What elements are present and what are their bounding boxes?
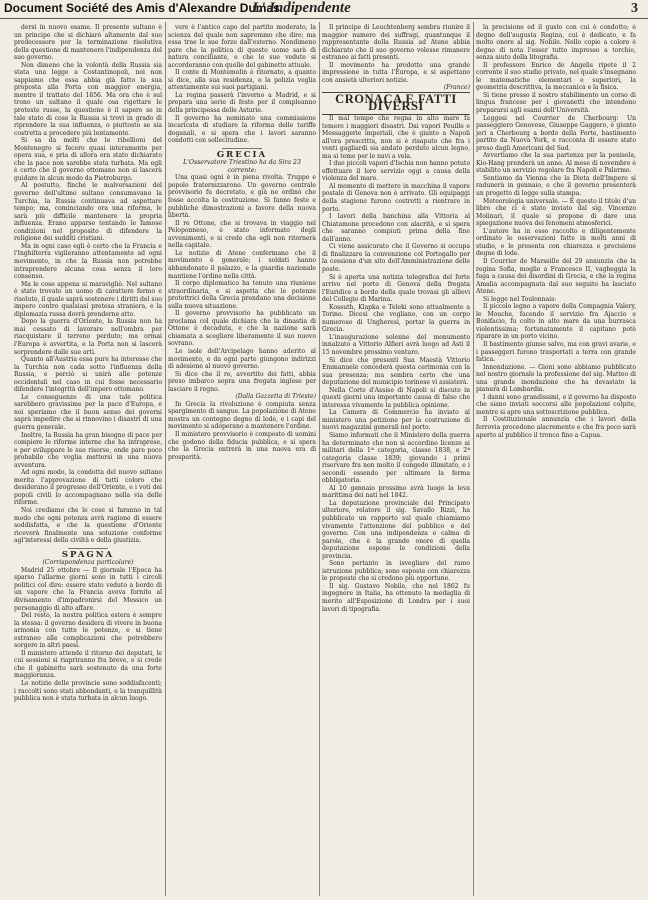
section-heading-spain: SPAGNA: [61, 549, 115, 560]
paragraph: Il professore Enrico de Angelis ripete il 2 corrente il suo studio privato, nel quale s'insegnano le matematiche elementari e superiori, la geometria descrittiva, la meccanica e la fisica.: [476, 61, 636, 92]
paragraph: Non dimeno che la volontà della Russia sia stata una legge a Costantinopoli, noi non sappiamo che essa abbia già fatto la sua proposta alla Porta con maggior energia, mentre il trattato del 1856. Ma ora che è sul trono un sultano il quale osa rigettare le proteste russe, la questione è il sapere se in tale stato di cose la Russia si trovi in grado di riprendere la sua influenza, o piuttosto se sia costretta a procedere più lentamente.: [14, 61, 162, 137]
header-rule: [0, 18, 648, 19]
separator: [222, 148, 262, 149]
paragraph: Siamo informati che il Ministero della guerra ha determinato che non si accordino licenze ai militari della 1ª categoria, classe 1838, e 2ª categoria classe 1839; giovando i primi riservare fra non molto il congedo illimitato, e i secondi essendo per ultimare la ferma obbligatoria.: [322, 431, 470, 485]
paragraph: Si è aperta una notizia telegrafica del forte arrivo nel porto di Genova della fregata l'Euridice a bordo della quale trovasi gli allievi del Collegio di Marina.: [322, 273, 470, 304]
paragraph: Il ministero attende il ritorno dei deputati, le cui sessioni si riapriranno fra breve, e si crede che il gabinetto sarà sostenuto da una forte maggioranza.: [14, 649, 162, 680]
paragraph: Inoltre, la Russia ha gran bisogno di pace per compiere le riforme interne che ha intraprese, e per sviluppare le sue risorse, onde pare poco probabile che voglia mettersi in una nuova avventura.: [14, 431, 162, 469]
paragraph: Ad ogni modo, la condotta del nuovo sultano merita l'approvazione di tutti coloro che desiderano il progresso dell'Oriente, e i voti dei popoli civili lo accompagnano nella via delle riforme.: [14, 469, 162, 507]
paragraph: Una quasi ogni è in piena rivolta. Truppe e popolo fraternizzarono. Un governo centrale provvisorio fu decretato, e già ne ordinò che fosse accolta la costituzione. Si fanno feste e pubbliche dimostrazioni a favore della nuova libertà.: [168, 174, 316, 220]
paragraph: La Camera di Commercio ha inviato al ministero una petizione per la costruzione di nuovi magazzini generali nel porto.: [322, 409, 470, 432]
paragraph: Il movimento ha prodotto una grande impressione in tutta l'Europa, e si aspettano con ansietà ulteriori notizie.: [322, 61, 470, 84]
paragraph: La deputazione provinciale del Principato ulteriore, relatore il sig. Savallo Rizzi, ha pubblicato un rapporto sul quale chiamiamo vivamente l'attenzione del pubblico e del governo. Con una indipendenza e calma di parole, che è la grande onore di quella deputazione espone le condizioni della provincia.: [322, 499, 470, 560]
paragraph: Kossuth, Klapka e Teleki sono attualmente a Torino. Dicesi che vogliano, con un corpo numeroso di Ungheresi, portar la guerra in Grecia.: [322, 303, 470, 334]
paragraph: dersi in nuovo esame. Il presente sultano è un principe che si dichiarò altamente dal suo predecessore per la terminazione risolutiva della questione di mantenere l'indipendenza del suo governo.: [14, 24, 162, 62]
column-divider: [165, 22, 166, 896]
column-divider: [473, 22, 474, 896]
paragraph: Ma le cose appena si maravigliò. Nel sultano è stato trovato un uomo di carattere fermo e risoluto, il quale saprà sostenere i diritti del suo impero contro qualsiasi pretesa straniera, e la diplomazia russa dovrà prenderne atto.: [14, 280, 162, 318]
paragraph: Il ministero provvisorio è composto di uomini che godono della fiducia pubblica, e si spera che la Grecia entrerà in una nuova era di prosperità.: [168, 430, 316, 461]
paragraph: Il corpo diplomatico ha tenuto una riunione straordinaria, e si aspetta che le potenze protettrici della Grecia prendano una decisione sulla nuova situazione.: [168, 280, 316, 310]
watermark: Document Société des Amis d'Alexandre Dumas: [4, 1, 280, 15]
paragraph: Quanto all'Austria essa pure ha interesse che la Turchia non cada sotto l'influenza della Russia, e perciò si unirà alle potenze occidentali nel caso in cui fosse necessario difendere l'integrità dell'impero ottomano.: [14, 356, 162, 394]
section-subheading: L'Osservatore Triestino ha da Sira 23 corrente:: [183, 159, 301, 174]
paragraph: Al postutto, finché le malversazioni del governo dell'ultimo sultano consumavano la Turchia, la Russia continuava ad aspettare tempo; ma, cominciando ora una riforma, le sarà più difficile mantenere la propria influenza. Erano apparse tentando le famose condizioni nel proposito di difendere la religione dei sudditi cristiani.: [14, 182, 162, 243]
paragraph: Madrid 25 ottobre — Il giornale l'Epoca ha sparso l'allarme giorni sono in tutti i circoli politici col dire: essere stato veduto a bordo di un vapore che la Francia aveva fornito al divisamento d'impadronirsi del Messico un personaggio di alto affare.: [14, 566, 162, 612]
paragraph: Il bastimento giunse salvo, ma con gravi avarie, e i passeggeri furono trasportati a terra con grande fatica.: [476, 340, 636, 364]
paragraph: Il Courrier de Marseille del 29 annunzia che la regina Sofia, moglie a Francesco II, vagheggia la fuga a causa dei disordini di Grecia, e che la regina Amalia accompagnata dal suo seguito ha lasciato Atene.: [476, 257, 636, 296]
paragraph: la precisione ed il gusto con cui è condotto; è degno dell'augusta Regina, cui è dedicato, e fa molto onore al sig. Nobile. Nello copie a colore è degno di nota l'esser tutto impresso a torchio, senza aiuto della litografia.: [476, 24, 636, 62]
paragraph: Nella Corte d'Assise di Napoli si discute in questi giorni una importante causa di falso che interessa vivamente la pubblica opinione.: [322, 386, 470, 409]
source-signature: (Dalla Gazzetta di Trieste): [235, 393, 316, 401]
column-4: [476, 24, 636, 896]
section-title-cronaca: CRONACA E FATTI DIVERSI: [322, 92, 470, 115]
section-heading-greece: GRECIA: [216, 149, 268, 160]
section-subheading: (Corrispondenza particolare): [42, 559, 134, 567]
paragraph: Il mal tempo che regna in alto mare fa temere i maggiori disastri. Dai vapori Peuille e Messaggerie imperiali, che è giunto a Napoli all'ora prescritta, non si è risaputo che fra i venti gagliardi sia andato perduto alcun legno, ma si teme per le navi a vela.: [322, 115, 470, 160]
paragraph: Il governo provvisorio ha pubblicato un proclama col quale dichiara che la dinastia di Ottone è decaduta, e che la nazione sarà chiamata a scegliere liberamente il suo nuovo sovrano.: [168, 310, 316, 348]
separator: [68, 548, 108, 549]
paragraph: Si dice che il re, avvertito dei fatti, abbia preso imbarco sopra una fregata inglese per lasciare il regno.: [168, 370, 316, 393]
paragraph: Si tiene presso il nostro stabilimento un corso di lingua francese per i giovanetti che intendono prepararsi agli esami dell'Università.: [476, 91, 636, 115]
paragraph: Sentiamo da Vienna che la Dieta dell'Impero si radunerà in gennaio, e che il governo presenterà un progetto di legge sulla stampa.: [476, 174, 636, 198]
col1-paragraphs: [14, 24, 162, 545]
column-2: [168, 24, 316, 896]
paragraph: Innondazione. — Gioni sono abbiamo pubblicato nel nostro giornale la professione del sig. Matteo di una grande inondazione che ha devastato la pianura di Lombardia.: [476, 363, 636, 394]
paragraph: vere è l'antico capo del partito moderato, la scienza del quale non sapremmo che dire; ma essa trae le sue forze dall'esterno. Nondimeno pare che la politica di questo uomo sarà di natura conciliante, e che le sue vedute si accorderanno con quelle del gabinetto attuale.: [168, 24, 316, 69]
paragraph: Dopo la guerra d'Oriente, la Russia non ha mai cessato di lavorare nell'ombra per riacquistare il terreno perduto; ma ormai l'Europa è avvertita, e la Porta non si lascerà sorprendere dalle sue arti.: [14, 318, 162, 356]
paragraph: Ma in ogni caso egli è certo che la Francia e l'Inghilterra vigileranno attentamente ad ogni movimento, in che la Russia non potrebbe intraprendere alcuna cosa senza il loro consenso.: [14, 242, 162, 281]
paragraph: Si legge nel Toulonnais:: [483, 295, 557, 303]
paragraph: Al momento di mettere in macchina il vapore postale di Genova non è arrivato. Gli equipaggi della stagione furono costretti a rientrare in porto.: [322, 182, 470, 213]
paragraph: Noi crediamo che le cose si faranno in tal modo che ogni potenza avrà ragione di essere soddisfatta, e che la questione d'Oriente riceverà finalmente una soluzione conforme agl'interessi della civiltà e della giustizia.: [14, 507, 162, 545]
paragraph: I danni sono grandissimi, e il governo ha disposto che siano inviati soccorsi alle popolazioni colpite, mentre si apre una sottoscrizione pubblica.: [476, 393, 636, 416]
paragraph: Leggesi nel Courrier de Cherbourg: Un passeggiero Genovese, Giuseppe Gaggero, è giunto jeri a Cherbourg a bordo della Forte, bastimento partito da Nuova York, e racconta di essere stato preso dagli Americani del Sud.: [476, 114, 636, 152]
paragraph: Del resto, la nostra politica estera è sempre la stessa: il governo desidera di vivere in buona armonia con tutte le potenze, e si tiene estraneo alle complicazioni che potrebbero sorgere in altri paesi.: [14, 612, 162, 650]
paragraph: L'inaugurazione solenne del monumento innalzato a Vittorio Alfieri avrà luogo ad Asti il 15 novembre prossimo venturo.: [322, 333, 470, 356]
paragraph: Il re Ottone, che si trovava in viaggio nel Peloponneso, è stato informato degli avvenimenti, e si crede che egli non ritornerà nella capitale.: [168, 219, 316, 250]
paragraph: La regina passerà l'inverno a Madrid, e si prepara una serie di feste per il compleanno della principessa delle Asturie.: [168, 91, 316, 115]
paragraph: Si sa da molti che le ribellioni del Montenegro si fecero quasi interamente per opera sua, e pria di allora era stato dichiarato che la pace non sarebbe stata turbata. Ma egli è certo che il governo ottomano non si lascerà guidare in alcun modo da Pietroburgo.: [14, 137, 162, 182]
paragraph: In Grecia la rivoluzione è compiuta senza spargimento di sangue. La popolazione di Atene mostra un contegno degno di lode, e i capi del movimento si adoperano a mantenere l'ordine.: [168, 400, 316, 431]
masthead: L' Indipendente: [252, 0, 351, 16]
paragraph: Il piccolo legno a vapore della Compagnia Valery, le Mouche, facendo il servizio fra Ajaccio e Bonifacio, fu colto in alto mare da una burrasca violentissima; fortunatamente il capitano potè riparare in un porto vicino.: [476, 303, 636, 341]
paragraph: I due piccoli vapori d'Ischia non hanno potuto effettuare il loro servizio oggi a causa della violenza del mare.: [322, 160, 470, 183]
column-divider: [319, 22, 320, 896]
paragraph: Si dice che presenti Sua Maestà Vittorio Emmanuele concederà questa cerimonia con la sua presenza; ma sembra certo che una deputazione del municipio torinese vi assisterà.: [322, 356, 470, 387]
paragraph: Il conte di Montemolin è ritornato, a quanto si dice, alla sua residenza, e la polizia veglia attentamente sui suoi partigiani.: [168, 69, 316, 92]
paragraph: Il principe di Leuchtenberg sembra riunire il maggior numero dei suffragi, quantunque il rappresentante della Russia ad Atene abbia dichiarato che il suo governo volesse rimanere estraneo ai fatti presenti.: [322, 24, 470, 62]
column-1: [14, 24, 162, 896]
paragraph: Le conseguenze di una tale politica sarebbero gravissime per la pace d'Europa, e noi speriamo che il buon senso dei governi saprà impedire che si rinnovino i disastri di una guerra generale.: [14, 393, 162, 431]
page-number: 3: [631, 1, 638, 16]
paragraph: Le notizie di Atene confermano che il movimento è generale; i soldati hanno abbandonato il palazzo, e la guardia nazionale mantiene l'ordine nella città.: [168, 249, 316, 280]
paragraph: Il governo ha nominato una commissione incaricata di studiare la riforma delle tariffe doganali, e si spera che i lavori saranno condotti con sollecitudine.: [168, 114, 316, 145]
paragraph: Il Costituzionale annunzia che i lavori della ferrovia procedono alacremente e che fra poco sarà aperto al pubblico il tronco fino a Capua.: [476, 416, 636, 439]
paragraph: Meteorologia universale. — È questo il titolo d'un libro che ci è stato inviato dal sig. Vincenzo Molinari, il quale si propone di dare una spiegazione nuova dei fenomeni atmosferici.: [476, 197, 636, 228]
paragraph: Ci viene assicurato che il Governo si occupa di finalizzare la convenzione col Portogallo per la cessione d'un sito dell'Amministrazione delle poste.: [322, 243, 470, 273]
paragraph: Al 10 gennaio prossimo avrà luogo la leva marittima dei nati nel 1842.: [322, 484, 470, 500]
paragraph: L'autore ha in esso raccolto e diligentemente ordinato le osservazioni fatte in molti anni di studio, e le presenta con chiarezza e precisione degne di lode.: [476, 227, 636, 258]
paragraph: Il sig. Gustavo Nobile, che nel 1862 fu ingegnere in Italia, ha ottenuto la medaglia di merito all'Esposizione di Londra per i suoi lavori di tipografia.: [322, 582, 470, 613]
source-signature: (France): [443, 84, 470, 92]
paragraph: Le notizie delle provincie sono soddisfacenti; i raccolti sono stati abbondanti, e la tranquillità pubblica non è stata turbata in alcun luogo.: [14, 680, 162, 703]
paragraph: I lavori della banchina alla Vittoria al Chiatamone procedono con alacrità, e si spera che saranno compiuti prima della fine dell'anno.: [322, 213, 470, 243]
paragraph: Sono pertanto in isvegliare del ramo istruzione pubblica; sono esposte con chiarezza le proposte che si credono più opportune.: [322, 560, 470, 583]
paragraph: Le isole dell'Arcipelago hanno aderito al movimento, e da ogni parte giungono indirizzi di adesione al nuovo governo.: [168, 347, 316, 371]
column-3: [322, 24, 470, 896]
paragraph: Avvertiamo che la sua partenza per la penisola, Kio-Hang prenderà un anno. Al mese di novembre è stabilito un servizio regolare fra Napoli e Palermo.: [476, 152, 636, 175]
